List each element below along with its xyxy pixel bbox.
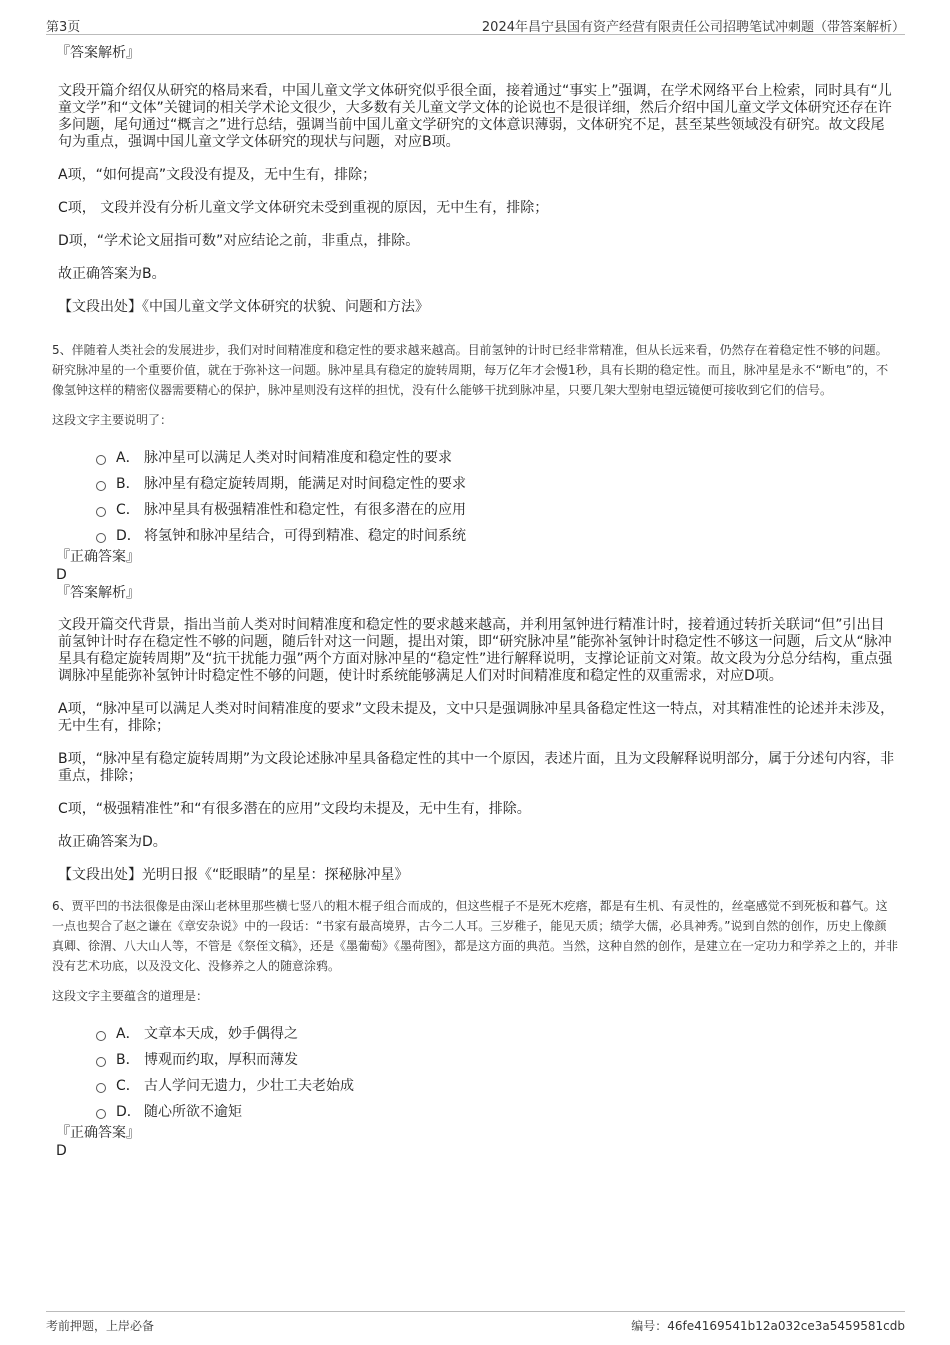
option-note: A项，“如何提高”文段没有提及，无中生有，排除； <box>58 167 377 183</box>
document-title: 2024年昌宁县国有资产经营有限责任公司招聘笔试冲刺题（带答案解析） <box>481 20 905 35</box>
option-a[interactable] <box>96 444 898 470</box>
document-id: 编号：46fe4169541b12a032ce3a5459581cdb <box>631 1319 905 1333</box>
conclusion-text: 故正确答案为D。 <box>58 834 167 850</box>
option-d[interactable] <box>96 522 898 548</box>
option-note: C项， 文段并没有分析儿童文学文体研究未受到重视的原因，无中生有，排除； <box>58 200 549 216</box>
option-note: D项，“学术论文屈指可数”对应结论之前，非重点，排除。 <box>58 233 420 249</box>
option-letter: C． <box>116 1078 140 1094</box>
question-5 <box>52 340 898 884</box>
correct-answer: D <box>56 567 67 583</box>
answer-label: 『正确答案』 <box>56 549 140 565</box>
radio-button-icon[interactable] <box>96 1109 106 1119</box>
page-header <box>46 14 905 35</box>
conclusion-text: 故正确答案为B。 <box>58 266 166 282</box>
question-prompt: 这段文字主要蕴含的道理是： <box>52 989 209 1003</box>
source-text: 【文段出处】光明日报《“眨眼睛”的星星：探秘脉冲星》 <box>58 867 409 883</box>
option-letter: A． <box>116 1026 140 1042</box>
q4-analysis-section <box>52 44 898 316</box>
radio-button-icon[interactable] <box>96 1083 106 1093</box>
radio-button-icon[interactable] <box>96 481 106 491</box>
option-c[interactable] <box>96 496 898 522</box>
option-text: 随心所欲不逾矩 <box>144 1104 242 1120</box>
correct-answer: D <box>56 1143 67 1159</box>
option-text: 脉冲星有稳定旋转周期，能满足对时间稳定性的要求 <box>144 476 466 492</box>
analysis-label: 『答案解析』 <box>56 45 140 61</box>
analysis-text: 文段开篇介绍仅从研究的格局来看，中国儿童文学文体研究似乎很全面，接着通过“事实上”强调，在学术网络平台上检索，同时具有“儿童文学”和“文体”关键词的相关学术论文很少，大多数有关儿童文学文体的论说也不是很详细，然后介绍中国儿童文学文体研究还存在许多问题，尾句通过“概言之”进行总结，强调当前中国儿童文学研究的文体意识薄弱，文体研究不足，甚至某些领域没有研究。故文段尾句为重点，强调中国儿童文学文体研究的现状与问题，对应B项。 <box>58 83 892 150</box>
radio-button-icon[interactable] <box>96 507 106 517</box>
option-text: 文章本天成，妙手偶得之 <box>144 1026 298 1042</box>
option-text: 脉冲星可以满足人类对时间精准度和稳定性的要求 <box>144 450 452 466</box>
option-note: A项，“脉冲星可以满足人类对时间精准度的要求”文段未提及，文中只是强调脉冲星具备稳定性这一特点，对其精准性的论述并未涉及，无中生有，排除； <box>58 701 895 734</box>
radio-button-icon[interactable] <box>96 455 106 465</box>
option-text: 古人学问无遗力，少壮工夫老始成 <box>144 1078 354 1094</box>
option-letter: B． <box>116 1052 140 1068</box>
option-c[interactable] <box>96 1072 898 1098</box>
option-b[interactable] <box>96 1046 898 1072</box>
question-stem: 6、贾平凹的书法很像是由深山老林里那些横七竖八的粗木棍子组合而成的，但这些棍子不是死木疙瘩，都是有生机、有灵性的，丝毫感觉不到死板和暮气。这一点也契合了赵之谦在《章安杂说》中的一段话：“书家有最高境界，古今二人耳。三岁稚子，能见天质；绩学大儒，必具神秀。”说到自然的创作，历史上像颜真卿、徐渭、八大山人等，不管是《祭侄文稿》，还是《墨葡萄》《墨荷图》，都是这方面的典范。当然，这种自然的创作，是建立在一定功力和学养之上的，并非没有艺术功底，以及没文化、没修养之人的随意涂鸦。 <box>52 899 899 973</box>
question-stem: 5、伴随着人类社会的发展进步，我们对时间精准度和稳定性的要求越来越高。目前氢钟的计时已经非常精准，但从长远来看，仍然存在着稳定性不够的问题。研究脉冲星的一个重要价值，就在于弥补这一问题。脉冲星具有稳定的旋转周期，每万亿年才会慢1秒，具有长期的稳定性。而且，脉冲星是永不“断电”的，不像氢钟这样的精密仪器需要精心的保护，脉冲星则没有这样的担忧，没有什么能够干扰到脉冲星，只要几架大型射电望远镜便可接收到它们的信号。 <box>52 343 889 397</box>
answer-label: 『正确答案』 <box>56 1125 140 1141</box>
option-letter: D． <box>116 528 141 544</box>
option-letter: C． <box>116 502 140 518</box>
footer-slogan: 考前押题，上岸必备 <box>46 1319 155 1333</box>
radio-button-icon[interactable] <box>96 1031 106 1041</box>
source-text: 【文段出处】《中国儿童文学文体研究的状貌、问题和方法》 <box>58 299 429 315</box>
option-text: 将氢钟和脉冲星结合，可得到精准、稳定的时间系统 <box>144 528 466 544</box>
option-a[interactable] <box>96 1020 898 1046</box>
page-number: 第3页 <box>46 20 81 35</box>
radio-button-icon[interactable] <box>96 1057 106 1067</box>
option-text: 脉冲星具有极强精准性和稳定性，有很多潜在的应用 <box>144 502 466 518</box>
page-footer <box>46 1311 905 1334</box>
question-6 <box>52 896 898 1160</box>
option-letter: A． <box>116 450 140 466</box>
option-letter: B． <box>116 476 140 492</box>
option-letter: D． <box>116 1104 141 1120</box>
question-prompt: 这段文字主要说明了： <box>52 413 173 427</box>
analysis-label: 『答案解析』 <box>56 585 140 601</box>
page-content <box>52 44 898 1160</box>
option-b[interactable] <box>96 470 898 496</box>
option-list <box>96 444 898 548</box>
option-note: B项，“脉冲星有稳定旋转周期”为文段论述脉冲星具备稳定性的其中一个原因，表述片面，且为文段解释说明部分，属于分述句内容，非重点，排除； <box>58 751 895 784</box>
option-list <box>96 1020 898 1124</box>
analysis-text: 文段开篇交代背景，指出当前人类对时间精准度和稳定性的要求越来越高，并利用氢钟进行精准计时，接着通过转折关联词“但”引出目前氢钟计时存在稳定性不够的问题，随后针对这一问题，提出对策，即“研究脉冲星”能弥补氢钟计时稳定性不够这一问题，后文从“脉冲星具有稳定旋转周期”及“抗干扰能力强”两个方面对脉冲星的“稳定性”进行解释说明，支撑论证前文对策。故文段为分总分结构，重点强调脉冲星能弥补氢钟计时稳定性不够的问题，使计时系统能够满足人们对时间精准度和稳定性的双重需求，对应D项。 <box>58 617 893 684</box>
radio-button-icon[interactable] <box>96 533 106 543</box>
option-note: C项，“极强精准性”和“有很多潜在的应用”文段均未提及，无中生有，排除。 <box>58 801 531 817</box>
option-text: 博观而约取，厚积而薄发 <box>144 1052 298 1068</box>
option-d[interactable] <box>96 1098 898 1124</box>
